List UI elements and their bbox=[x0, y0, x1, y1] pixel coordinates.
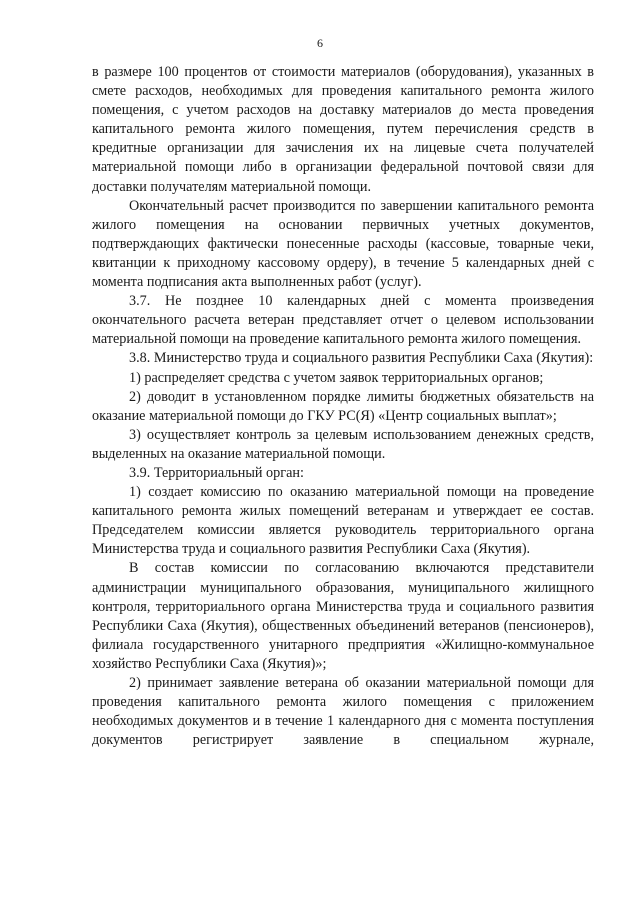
paragraph-3-8: 3.8. Министерство труда и социального развития Республики Саха (Якутия): bbox=[129, 350, 594, 367]
list-item-3-9-2: 2) принимает заявление ветерана об оказании материальной помощи для проведения капитального ремонта жилого помещения с приложением необходимых документов и в течение 1 календарного дня с момента поступления документов регистрирует заявление в специальном журнале, bbox=[92, 675, 594, 749]
page-number: 6 bbox=[317, 36, 323, 50]
paragraph-3-9: 3.9. Территориальный орган: bbox=[129, 464, 304, 481]
paragraph-payment-amount: в размере 100 процентов от стоимости материалов (оборудования), указанных в смете расходов, необходимых для проведения капитального ремонта жилого помещения, с учетом расходов на доставку материалов до места проведения капитального ремонта жилого помещения, путем перечисления средств в кредитные организации для зачисления их на лицевые счета получателей материальной помощи либо в организации федеральной почтовой связи для доставки получателям материальной помощи. bbox=[92, 64, 594, 195]
list-item-3-8-1: 1) распределяет средства с учетом заявок территориальных органов; bbox=[129, 369, 544, 386]
paragraph-3-7: 3.7. Не позднее 10 календарных дней с момента произведения окончательного расчета ветеран представляет отчет о целевом использовании материальной помощи на проведение капитального ремонта жилого помещения. bbox=[92, 293, 594, 348]
paragraph-final-settlement: Окончательный расчет производится по завершении капитального ремонта жилого помещения на основании первичных учетных документов, подтверждающих фактически понесенные расходы (кассовые, товарные чеки, квитанции к приходному кассовому ордеру), в течение 5 календарных дней с момента подписания акта выполненных работ (услуг). bbox=[92, 197, 594, 291]
list-item-3-9-1: 1) создает комиссию по оказанию материальной помощи на проведение капитального ремонта жилых помещений ветеранам и утверждает ее состав. Председателем комиссии является руководитель территориального органа Министерства труда и социального развития Республики Саха (Якутия). bbox=[92, 484, 594, 558]
document-body bbox=[92, 63, 594, 750]
paragraph-commission-composition: В состав комиссии по согласованию включаются представители администрации муниципального образования, муниципального жилищного контроля, территориального органа Министерства труда и социального развития Республики Саха (Якутия), общественных объединений ветеранов (пенсионеров), филиала государственного унитарного предприятия «Жилищно-коммунальное хозяйство Республики Саха (Якутия)»; bbox=[92, 560, 594, 672]
list-item-3-8-3: 3) осуществляет контроль за целевым использованием денежных средств, выделенных на оказание материальной помощи. bbox=[92, 426, 594, 462]
list-item-3-8-2: 2) доводит в установленном порядке лимиты бюджетных обязательств на оказание материальной помощи до ГКУ РС(Я) «Центр социальных выплат»; bbox=[92, 388, 594, 424]
